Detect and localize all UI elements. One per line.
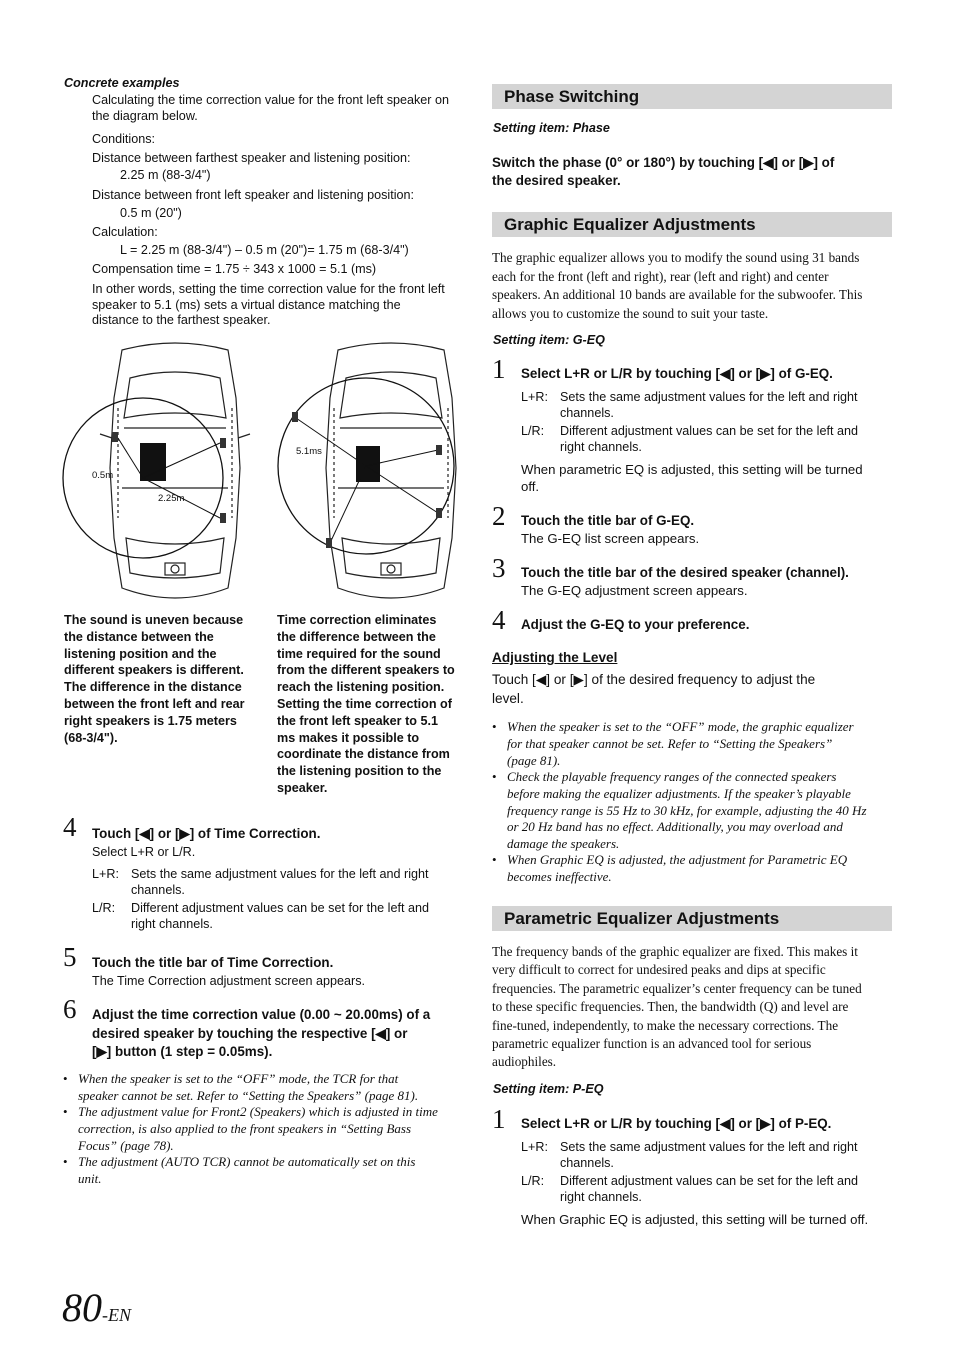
concrete-examples-title: Concrete examples <box>64 76 180 90</box>
step-6-line-3: [▶] button (1 step = 0.05ms). <box>92 1044 273 1059</box>
step-4-title: Touch [◀] or [▶] of Time Correction. <box>92 826 321 841</box>
l-r-key: L/R: <box>92 901 116 915</box>
l-r-desc-2: right channels. <box>131 917 213 931</box>
peq-lr-desc-2: channels. <box>560 1156 614 1170</box>
other-words-line-1: In other words, setting the time correction value for the front left <box>92 282 445 296</box>
label-51ms: 5.1ms <box>296 446 322 457</box>
geq-lr-desc-2: channels. <box>560 406 614 420</box>
geq-lr-key: L+R: <box>521 390 548 404</box>
distance-front-value: 0.5 m (20") <box>120 206 182 220</box>
left-arrow-icon: ◀ <box>139 826 150 841</box>
geq-note-3: • When Graphic EQ is adjusted, the adjustment for Parametric EQ becomes ineffective. <box>492 852 848 884</box>
peq-geq-note: When Graphic EQ is adjusted, this setting will be turned off. <box>521 1212 869 1227</box>
step-5-sub: The Time Correction adjustment screen appears. <box>92 974 365 988</box>
intro-line-1: Calculating the time correction value for the front left speaker on <box>92 93 450 107</box>
peq-lr-desc-1: Sets the same adjustment values for the left and right <box>560 1140 858 1154</box>
phase-instruction-1: Switch the phase (0° or 180°) by touching [◀] or [▶] of <box>492 155 835 170</box>
lr-desc-2: channels. <box>131 883 185 897</box>
graphic-eq-header: Graphic Equalizer Adjustments <box>492 212 892 237</box>
geq-setting-item: Setting item: G-EQ <box>493 333 605 347</box>
geq-step-3-title: Touch the title bar of the desired speaker (channel). <box>521 565 849 580</box>
step-5-title: Touch the title bar of Time Correction. <box>92 955 334 970</box>
adjusting-level-line-1: Touch [◀] or [▶] of the desired frequency to adjust the <box>492 672 816 687</box>
peq-setting-item: Setting item: P-EQ <box>493 1082 604 1096</box>
geq-step-1-number: 1 <box>492 354 506 384</box>
geq-l-r-desc-1: Different adjustment values can be set for the left and <box>560 424 858 438</box>
right-arrow-icon: ▶ <box>96 1044 107 1059</box>
caption-left: The sound is uneven because the distance between the listening position and the different speakers is different. The difference in the distance between the front left and rear right speakers is 1.75 meters (68-3/4"). <box>64 613 245 745</box>
adjusting-level-title: Adjusting the Level <box>492 650 618 665</box>
other-words-line-2: speaker to 5.1 (ms) sets a virtual distance matching the <box>92 298 401 312</box>
compensation-formula: Compensation time = 1.75 ÷ 343 x 1000 = 5.1 (ms) <box>92 262 377 276</box>
phase-switching-header: Phase Switching <box>492 84 892 109</box>
phase-instruction-2: the desired speaker. <box>492 173 621 188</box>
peq-step-1-title: Select L+R or L/R by touching [◀] or [▶] of P-EQ. <box>521 1116 832 1131</box>
right-arrow-icon: ▶ <box>573 672 584 687</box>
l-r-desc-1: Different adjustment values can be set for the left and <box>131 901 429 915</box>
phase-setting-item: Setting item: Phase <box>493 121 610 135</box>
graphic-eq-body: The graphic equalizer allows you to modify the sound using 31 bands each for the front (left and right), rear (left and right) and center speakers. An additional 10 bands are available for the subwoofer. This allows you to customize the sound to suit your taste. <box>492 250 863 321</box>
peq-step-1-number: 1 <box>492 1104 506 1134</box>
distance-far-value: 2.25 m (88-3/4") <box>120 168 211 182</box>
right-arrow-icon: ▶ <box>803 155 814 170</box>
geq-note-1: • When the speaker is set to the “OFF” mode, the graphic equalizer for that speaker cannot be set. Refer to “Setting the Speakers” (page 81). <box>492 719 854 768</box>
peq-l-r-key: L/R: <box>521 1174 545 1188</box>
left-arrow-icon: ◀ <box>535 672 547 687</box>
geq-step-2-sub: The G-EQ list screen appears. <box>521 531 700 546</box>
page-number: 80-EN <box>62 1285 131 1330</box>
geq-step-3-sub: The G-EQ adjustment screen appears. <box>521 583 748 598</box>
parametric-eq-header: Parametric Equalizer Adjustments <box>492 906 892 931</box>
lr-desc-1: Sets the same adjustment values for the left and right <box>131 867 429 881</box>
peq-l-r-desc-2: right channels. <box>560 1190 642 1204</box>
label-225m: 2.25m <box>158 493 185 504</box>
right-arrow-icon: ▶ <box>179 826 190 841</box>
geq-peq-note-1: When parametric EQ is adjusted, this setting will be turned <box>521 462 863 477</box>
step-4-sub: Select L+R or L/R. <box>92 845 196 859</box>
time-correction-diagram <box>60 338 470 610</box>
geq-lr-desc-1: Sets the same adjustment values for the left and right <box>560 390 858 404</box>
step-6-line-1: Adjust the time correction value (0.00 ~ 20.00ms) of a <box>92 1007 431 1022</box>
geq-step-4-title: Adjust the G-EQ to your preference. <box>521 617 750 632</box>
peq-l-r-desc-1: Different adjustment values can be set for the left and <box>560 1174 858 1188</box>
lr-key: L+R: <box>92 867 119 881</box>
geq-step-4-number: 4 <box>492 605 506 635</box>
left-arrow-icon: ◀ <box>375 1026 386 1041</box>
distance-front-label: Distance between front left speaker and listening position: <box>92 188 415 202</box>
step-6-number: 6 <box>63 994 77 1024</box>
geq-note-2: • Check the playable frequency ranges of the connected speakers before making the equalizer adjustments. If the speaker’s playable frequency range is 55 Hz to 30 kHz, for example, adjusting the 40 Hz or 20 Hz band has no effect. Additionally, you may overload and damage the speakers. <box>492 769 867 852</box>
peq-lr-key: L+R: <box>521 1140 548 1154</box>
geq-l-r-desc-2: right channels. <box>560 440 642 454</box>
label-05m: 0.5m <box>92 470 114 481</box>
parametric-eq-body: The frequency bands of the graphic equalizer are fixed. This makes it very difficult to correct for undesired peaks and dips at specific frequencies. The parametric equalizer’s center frequency can be tuned to these specific frequencies. Then, the bandwidth (Q) and level are fine-tuned, independently, to make the necessary corrections. The parametric equalizer function is an advanced tool for serious audiophiles. <box>492 944 862 1070</box>
geq-l-r-key: L/R: <box>521 424 545 438</box>
left-arrow-icon: ◀ <box>763 155 774 170</box>
calculation-label: Calculation: <box>92 225 158 239</box>
step-6-line-2: desired speaker by touching the respective [◀] or <box>92 1026 408 1041</box>
geq-step-1-title: Select L+R or L/R by touching [◀] or [▶] of G-EQ. <box>521 366 833 381</box>
left-arrow-icon: ◀ <box>720 366 731 381</box>
left-note-1: • When the speaker is set to the “OFF” mode, the TCR for that speaker cannot be set. Refer to “Setting the Speakers” (page 81). <box>63 1071 419 1103</box>
right-arrow-icon: ▶ <box>760 1116 771 1131</box>
left-note-3: • The adjustment (AUTO TCR) cannot be automatically set on this unit. <box>63 1154 416 1186</box>
adjusting-level-line-2: level. <box>492 691 524 706</box>
geq-step-2-number: 2 <box>492 501 506 531</box>
other-words-line-3: distance to the farthest speaker. <box>92 313 271 327</box>
intro-line-2: the diagram below. <box>92 109 198 123</box>
geq-peq-note-2: off. <box>521 479 540 494</box>
left-note-2: • The adjustment value for Front2 (Speakers) which is adjusted in time correction, is also applied to the front speakers in “Setting Bass Focus” (page 78). <box>63 1104 438 1153</box>
conditions-label: Conditions: <box>92 132 156 146</box>
listener-seat-left <box>140 443 166 481</box>
right-arrow-icon: ▶ <box>760 366 771 381</box>
geq-step-2-title: Touch the title bar of G-EQ. <box>521 513 695 528</box>
calculation-formula: L = 2.25 m (88-3/4") – 0.5 m (20")= 1.75 m (68-3/4") <box>120 243 409 257</box>
caption-right: Time correction eliminates the difference between the time required for the sound from the different speakers to reach the listening position. Setting the time correction of the front left speaker to 5.1 ms makes it possible to coordinate the distance from the listening position to the speaker. <box>277 613 455 795</box>
distance-far-label: Distance between farthest speaker and listening position: <box>92 151 411 165</box>
car-left-illustration <box>100 343 250 598</box>
geq-step-3-number: 3 <box>492 553 506 583</box>
left-arrow-icon: ◀ <box>720 1116 731 1131</box>
step-4-number: 4 <box>63 812 77 842</box>
step-5-number: 5 <box>63 942 77 972</box>
